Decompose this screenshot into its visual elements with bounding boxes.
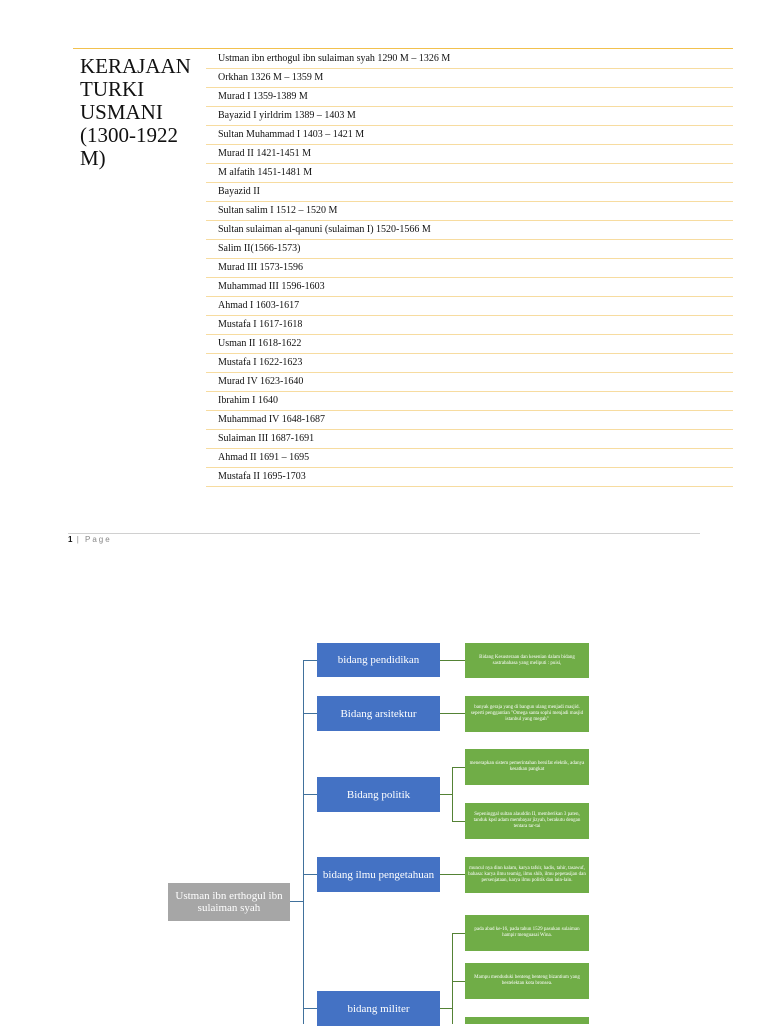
leaf-node: Mampu menduduki benteng benteng bizantium yang bestelektan kota bronsea. (465, 963, 589, 999)
diagram-root-node: Ustman ibn erthogul ibn sulaiman syah (168, 883, 290, 921)
footer-separator: | (76, 535, 81, 544)
rulers-list (206, 50, 733, 487)
connector (440, 794, 452, 795)
leaf-node: banyak geraja yang di bangun ulang menjadi masjid. seperti penggantian "Omega santa sophi menjadi masjid istanbul yang megah" (465, 696, 589, 732)
ruler-row: Sultan Muhammad I 1403 – 1421 M (206, 126, 733, 145)
connector (452, 767, 465, 768)
page-footer (68, 535, 112, 544)
ruler-row: Salim II(1566-1573) (206, 240, 733, 259)
connector (303, 794, 317, 795)
ruler-row: Murad I 1359-1389 M (206, 88, 733, 107)
category-node-ilmu-pengetahuan: bidang ilmu pengetahuan (317, 857, 440, 892)
connector (290, 901, 304, 902)
page-label: Page (85, 535, 112, 544)
page-title: KERAJAAN TURKI USMANI (1300-1922 M) (80, 54, 191, 170)
ruler-row: Orkhan 1326 M – 1359 M (206, 69, 733, 88)
connector (303, 1008, 317, 1009)
ruler-row: Murad III 1573-1596 (206, 259, 733, 278)
ruler-row: Sultan sulaiman al-qanuni (sulaiman I) 1520-1566 M (206, 221, 733, 240)
category-node-militer: bidang militer (317, 991, 440, 1026)
connector (303, 660, 317, 661)
leaf-node: pada abad ke-16, pada tahun 1529 pasukan sulaiman hampir menguasai Wina. (465, 915, 589, 951)
connector (440, 1008, 452, 1009)
ruler-row: Ustman ibn erthogul ibn sulaiman syah 1290 M – 1326 M (206, 50, 733, 69)
category-node-pendidikan: bidang pendidikan (317, 643, 440, 677)
connector (303, 660, 304, 1024)
footer-divider (68, 533, 700, 534)
ruler-row: Ibrahim I 1640 (206, 392, 733, 411)
connector (440, 660, 465, 661)
ruler-row: Mustafa I 1622-1623 (206, 354, 733, 373)
table-top-border (73, 48, 733, 49)
ruler-row: Murad II 1421-1451 M (206, 145, 733, 164)
category-node-politik: Bidang politik (317, 777, 440, 812)
ruler-row: Ahmad II 1691 – 1695 (206, 449, 733, 468)
connector (303, 713, 317, 714)
ruler-row: Bayazid I yirldrim 1389 – 1403 M (206, 107, 733, 126)
connector (452, 767, 453, 821)
connector (452, 821, 465, 822)
ruler-row: M alfatih 1451-1481 M (206, 164, 733, 183)
connector (452, 981, 465, 982)
ruler-row: Bayazid II (206, 183, 733, 202)
ruler-row: Mustafa I 1617-1618 (206, 316, 733, 335)
leaf-node: muncul nya dinn kalam, karya tafsir, hadis, tahir, tasawuf, bahasa: karya ilmu teamig, ilmu shib, ilmu pepetasijan dan persenjataan, karya ilmu politik dan lain-lain. (465, 857, 589, 893)
ruler-row: Mustafa II 1695-1703 (206, 468, 733, 487)
page-number: 1 (68, 535, 73, 544)
ruler-row: Muhammad IV 1648-1687 (206, 411, 733, 430)
leaf-node: menerapkan sistem pemerintahan bersifat elektik, adanya kesatkan pangkat (465, 749, 589, 785)
connector (440, 713, 465, 714)
category-node-arsitektur: Bidang arsitektur (317, 696, 440, 731)
ruler-row: Usman II 1618-1622 (206, 335, 733, 354)
ruler-row: Sultan salim I 1512 – 1520 M (206, 202, 733, 221)
ruler-row: Murad IV 1623-1640 (206, 373, 733, 392)
leaf-node (465, 1017, 589, 1024)
ruler-row: Ahmad I 1603-1617 (206, 297, 733, 316)
connector (452, 933, 453, 1024)
ruler-row: Sulaiman III 1687-1691 (206, 430, 733, 449)
leaf-node: Bidang Kesusteraan dan kesenian dalam bidang sastrabahasa yang meliputi : puisi, (465, 643, 589, 678)
connector (452, 933, 465, 934)
connector (440, 874, 465, 875)
leaf-node: Sepeninggal sultan alauddin II, memberikan 3 paten, tanduk kpsl adam membayar jizyah, berakutu dengan tentara tar-tai (465, 803, 589, 839)
connector (303, 874, 317, 875)
ruler-row: Muhammad III 1596-1603 (206, 278, 733, 297)
